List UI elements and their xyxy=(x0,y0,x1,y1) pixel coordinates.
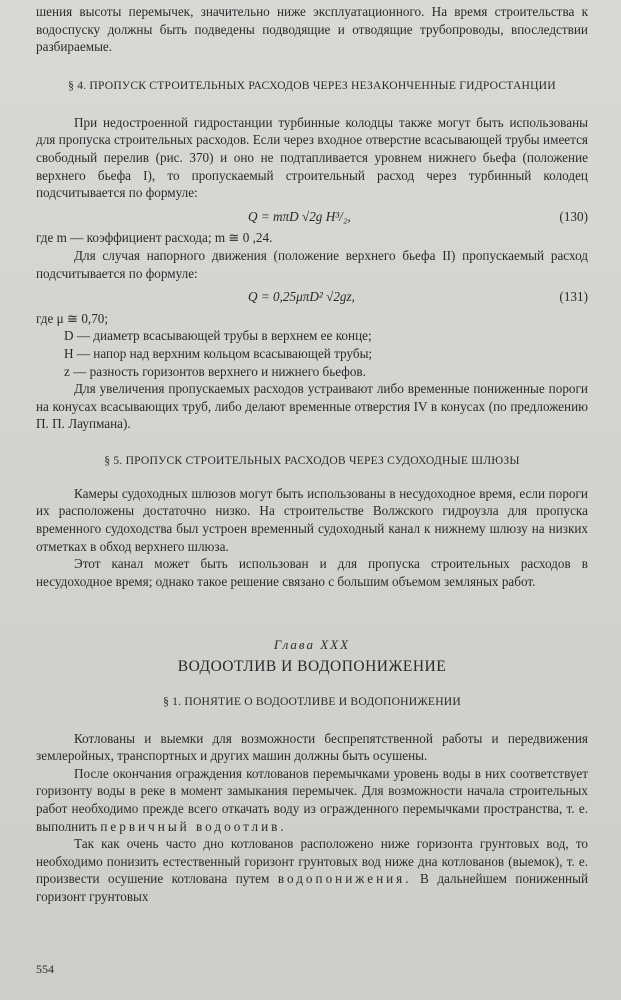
section-4-paragraph-3: Для увеличения пропускаемых расходов устраивают либо временные пониженные пороги на конусах всасывающих труб, либо делают временные отверстия IV в конусах (по предложению П. П. Лаупмана). xyxy=(36,381,588,432)
section-1-paragraph-1: Котлованы и выемки для возможности беспрепятственной работы и передвижения землеройных, транспортных и других машин должны быть осушены. xyxy=(36,730,588,764)
section-5-title: § 5. ПРОПУСК СТРОИТЕЛЬНЫХ РАСХОДОВ ЧЕРЕЗ СУДОХОДНЫЕ ШЛЮЗЫ xyxy=(104,453,520,467)
section-4-title: § 4. ПРОПУСК СТРОИТЕЛЬНЫХ РАСХОДОВ ЧЕРЕЗ НЕЗАКОНЧЕННЫЕ ГИДРОСТАНЦИИ xyxy=(68,78,556,92)
chapter-label: Глава XXX xyxy=(273,637,351,653)
chapter-title: ВОДООТЛИВ И ВОДОПОНИЖЕНИЕ xyxy=(177,658,447,676)
mu-note: где μ ≅ 0,70; xyxy=(36,310,109,326)
section-4-paragraph-2: Для случая напорного движения (положение верхнего бьефа II) пропускаемый расход подсчитывается по формуле: xyxy=(36,247,588,281)
formula-130-expression: Q = mπD √2g H³/₂, xyxy=(248,208,351,224)
formula-130 xyxy=(36,208,588,226)
formula-130-number: (130) xyxy=(559,208,588,224)
section-1-paragraph-3-text: Так как очень часто дно котлованов расположено ниже горизонта грунтовых вод, то необходимо понизить естественный горизонт грунтовых вод ниже дна котлованов (выемок), т. е. произвести осушение котлована путем xyxy=(36,836,588,887)
section-1-paragraph-3-tail: В дальнейшем пониженный горизонт грунтовых xyxy=(36,871,589,904)
definition-d: D — диаметр всасывающей трубы в верхнем ее конце; xyxy=(64,328,372,344)
section-5-paragraph-2: Этот канал может быть использован и для пропуска строительных расходов в несудоходное время; однако такое решение связано с большим объемом земляных работ. xyxy=(36,556,588,589)
section-5-paragraph-1: Камеры судоходных шлюзов могут быть использованы в несудоходное время, если пороги их расположены достаточно низко. На строительстве Волжского гидроузла для пропуска временного судоходства был устроен временный судоходный канал к нижнему шлюзу на низких отметках в обход верхнего шлюза. xyxy=(36,485,588,554)
formula-131-number: (131) xyxy=(559,289,588,305)
page-number: 554 xyxy=(36,962,54,976)
book-page xyxy=(36,0,588,906)
section-1-paragraph-2 xyxy=(36,765,588,835)
formula-131-expression: Q = 0,25μπD² √2gz, xyxy=(248,289,355,305)
definition-h: H — напор над верхним кольцом всасывающей трубы; xyxy=(64,345,373,361)
top-paragraph: шения высоты перемычек, значительно ниже эксплуатационного. На время строительства к водоспуску должны быть подведены подводящие и отводящие трубопроводы, впоследствии разбираемые. xyxy=(36,4,588,55)
section-1-title: § 1. ПОНЯТИЕ О ВОДООТЛИВЕ И ВОДОПОНИЖЕНИИ xyxy=(163,694,461,708)
section-1-paragraph-2-text: После окончания ограждения котлованов перемычками уровень воды в них соответствует горизонту воды в реке в момент замыкания перемычек. Для возможности начала строительных работ необходимо прежде всего откачать воду из огражденного перемычками пространства, т. е. выполнить xyxy=(36,765,588,834)
dewatering-term: водопонижения. xyxy=(277,871,412,887)
section-1-paragraph-3 xyxy=(36,835,588,905)
primary-drainage-term: первичный водоотлив. xyxy=(100,818,287,834)
formula-131 xyxy=(36,288,588,306)
coefficient-note: где m — коэффициент расхода; m ≅ 0 ,24. xyxy=(36,230,273,246)
variable-definitions xyxy=(36,327,588,380)
definition-z: z — разность горизонтов верхнего и нижнего бьефов. xyxy=(64,363,366,379)
section-4-paragraph-1: При недостроенной гидростанции турбинные колодцы также могут быть использованы для пропуска строительных расходов. Если через входное отверстие всасывающей трубы имеется свободный перелив (рис. 370) и оно не подтапливается уровнем нижнего бьефа (положение верхнего бьефа I), то пропускаемый строительный расход через турбинный колодец подсчитывается по формуле: xyxy=(36,114,588,201)
